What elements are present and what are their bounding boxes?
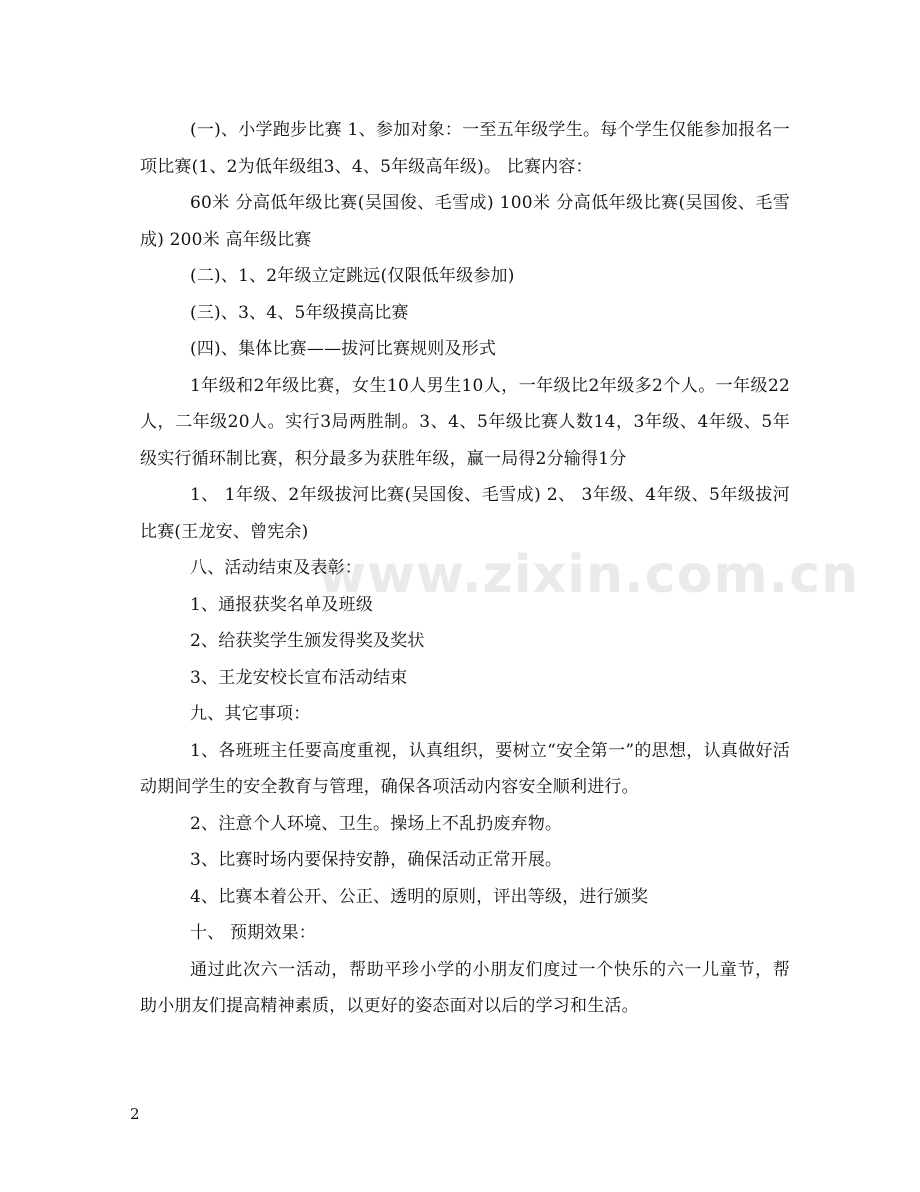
paragraph-tug-of-war-rules: 1年级和2年级比赛，女生10人男生10人，一年级比2年级多2个人。一年级22人，二年级20人。实行3局两胜制。3、4、5年级比赛人数14，3年级、4年级、5年级实行循环制比赛，积分最多为获胜年级，赢一局得2分输得1分 [140,375,790,469]
watermark: www.zixin.com.cn [318,545,860,605]
section-heading-awards: 八、活动结束及表彰： [190,558,362,578]
page-number: 2 [130,1105,140,1123]
list-item-award-1: 1、通报获奖名单及班级 [190,594,374,615]
paragraph-tug-of-war-title: (四)、集体比赛——拔河比赛规则及形式 [190,339,497,359]
section-heading-other-matters: 九、其它事项： [190,704,311,724]
paragraph-race-items: 60米 分高低年级比赛(吴国俊、毛雪成) 100米 分高低年级比赛(吴国俊、毛雪成) 200米 高年级比赛 [140,193,790,250]
section-heading-expected-effect: 十、 预期效果： [190,923,317,943]
list-item-matter-4: 4、比赛本着公开、公正、透明的原则，评出等级，进行颁奖 [190,886,649,907]
document-body [140,112,790,1025]
list-item-matter-3: 3、比赛时场内要保持安静，确保活动正常开展。 [190,850,563,870]
paragraph-tug-of-war-matches: 1、 1年级、2年级拔河比赛(吴国俊、毛雪成) 2、 3年级、4年级、5年级拔河比赛(王龙安、曾宪余) [140,485,790,542]
paragraph-running-race: (一)、小学跑步比赛 1、参加对象：一至五年级学生。每个学生仅能参加报名一项比赛(1、2为低年级组3、4、5年级高年级)。 比赛内容： [140,120,790,177]
list-item-matter-2: 2、注意个人环境、卫生。操场上不乱扔废弃物。 [190,813,563,834]
paragraph-high-touch: (三)、3、4、5年级摸高比赛 [190,302,409,323]
list-item-award-2: 2、给获奖学生颁发得奖及奖状 [190,631,425,651]
paragraph-expected-effect: 通过此次六一活动，帮助平珍小学的小朋友们度过一个快乐的六一儿童节，帮助小朋友们提高精神素质，以更好的姿态面对以后的学习和生活。 [140,959,790,1016]
paragraph-long-jump: (二)、1、2年级立定跳远(仅限低年级参加) [190,266,515,286]
list-item-matter-1: 1、各班班主任要高度重视，认真组织，要树立“安全第一”的思想，认真做好活动期间学生的安全教育与管理，确保各项活动内容安全顺利进行。 [140,740,790,797]
list-item-award-3: 3、王龙安校长宣布活动结束 [190,667,408,688]
